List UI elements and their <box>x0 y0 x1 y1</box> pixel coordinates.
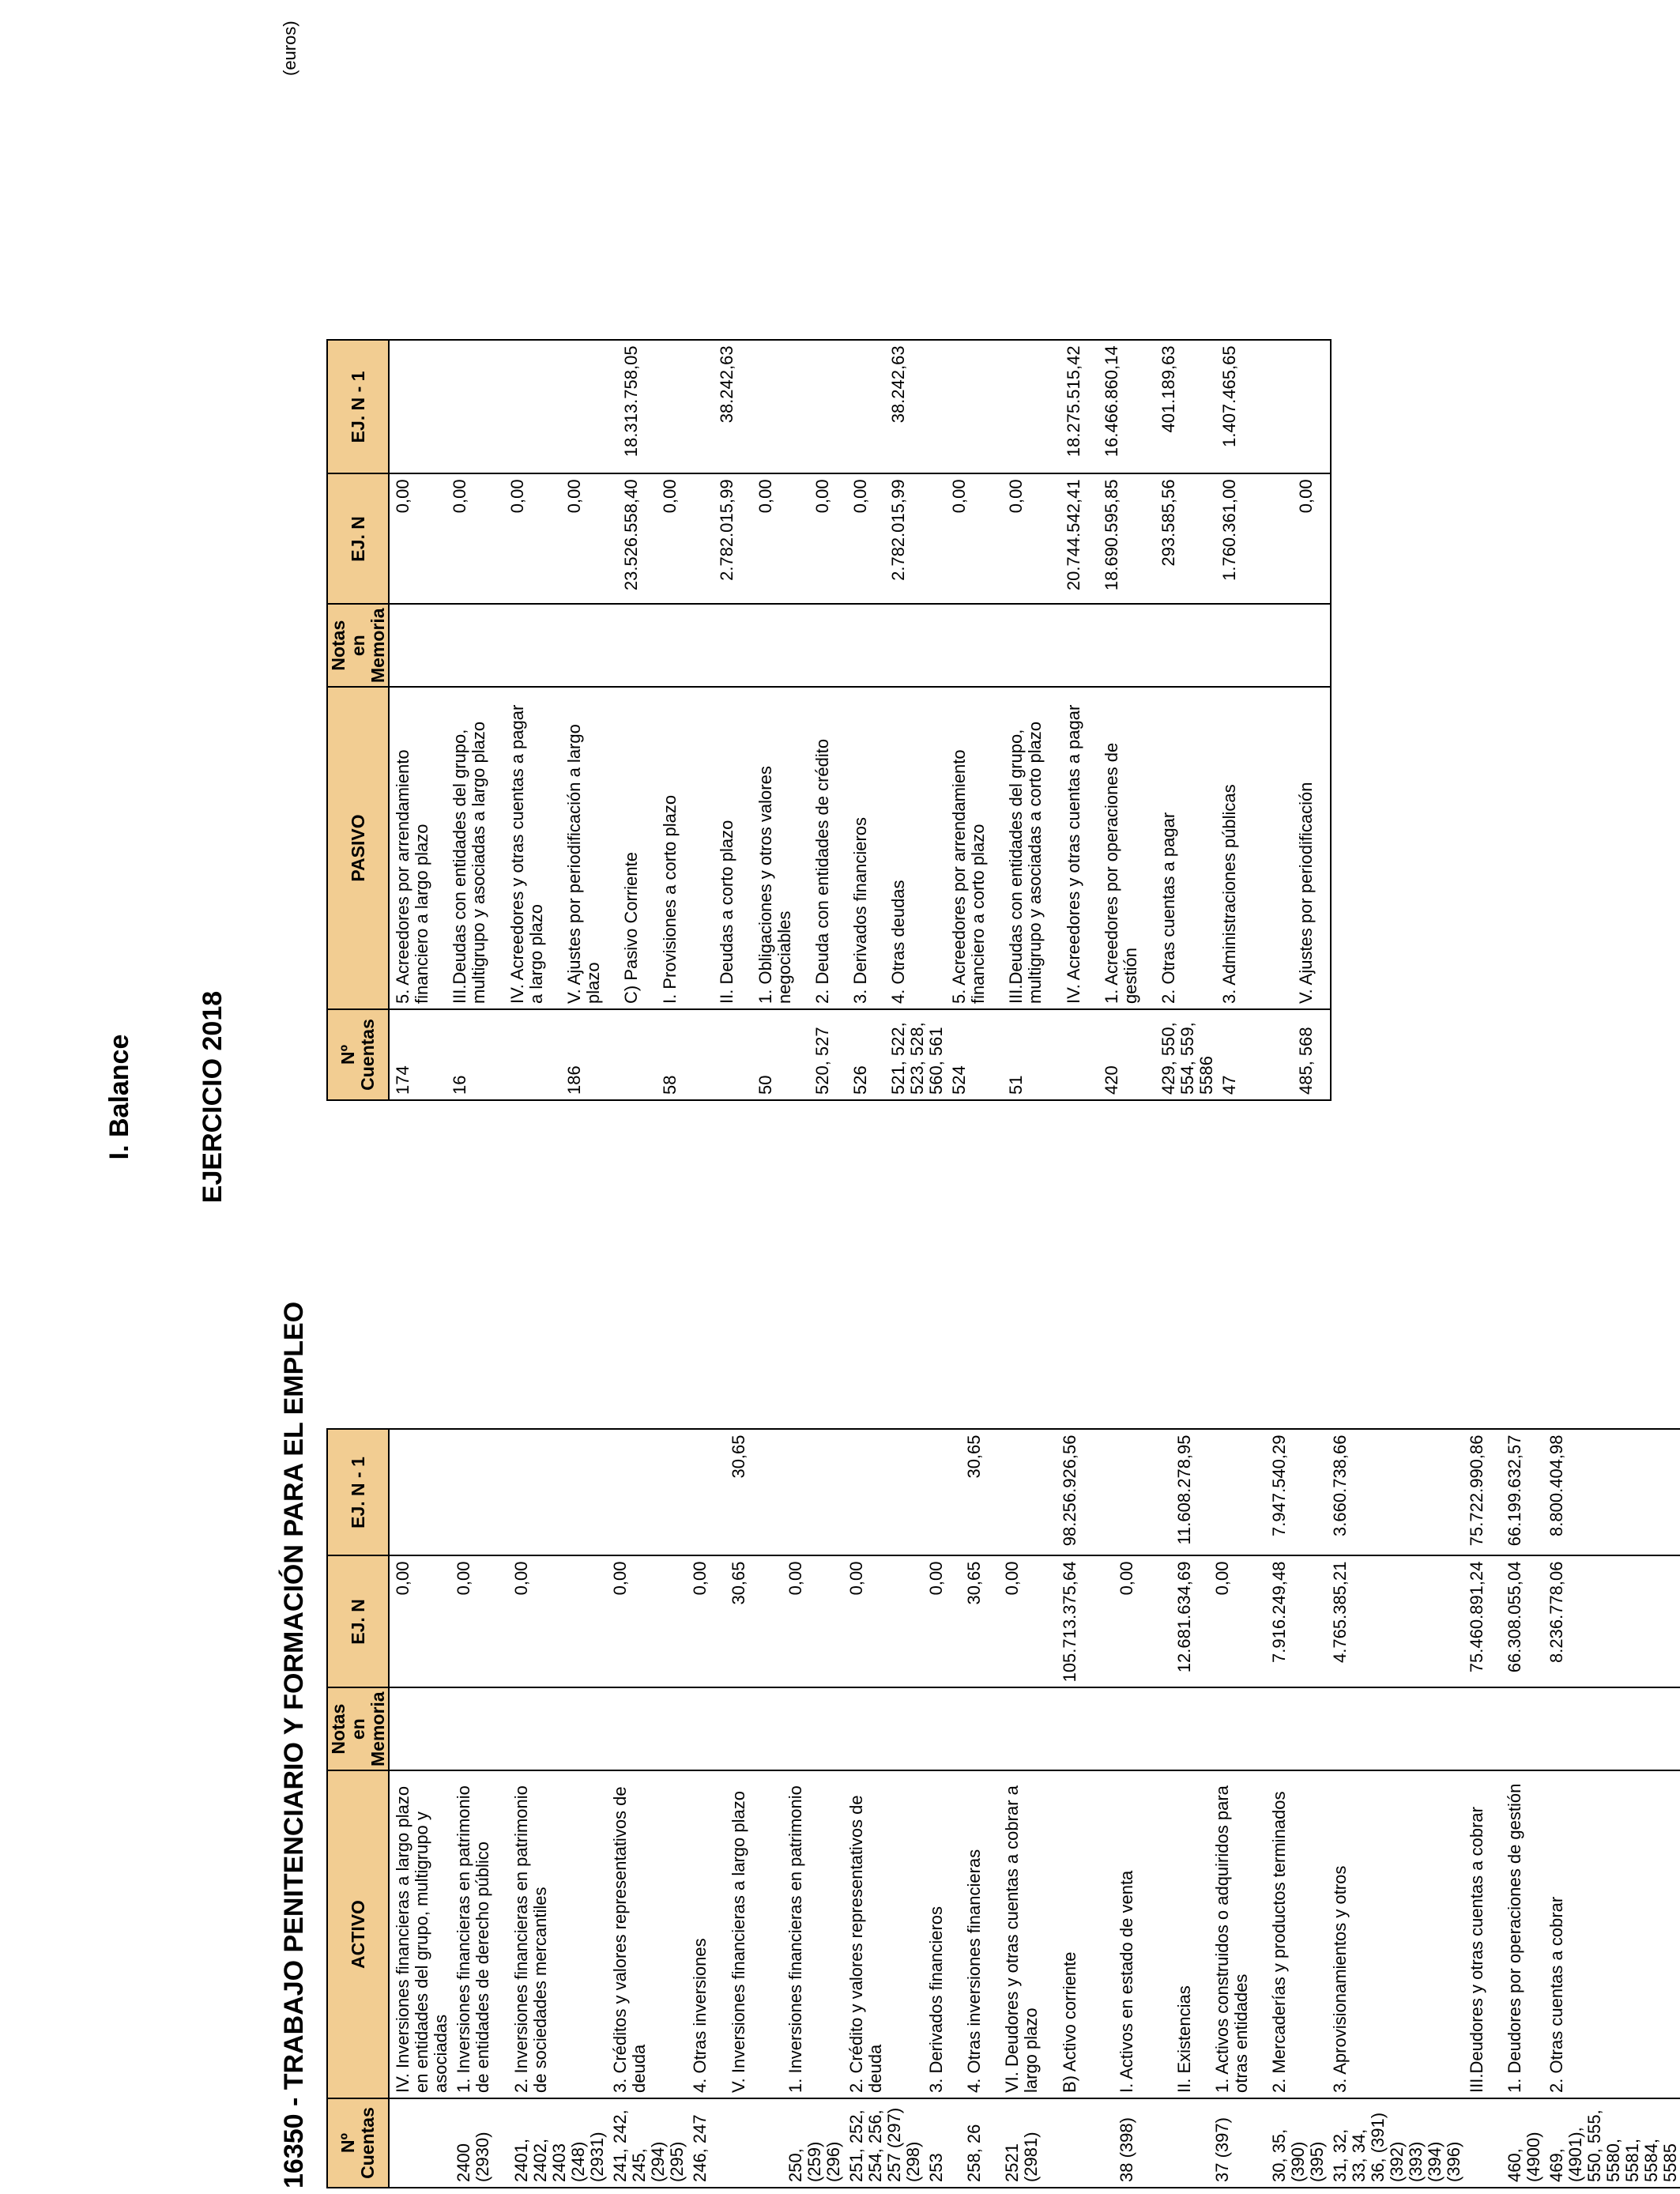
concept-cell: C) Pasivo Corriente <box>618 687 657 1009</box>
previous-year-value-cell <box>782 1429 843 1555</box>
current-year-value-cell: 0,00 <box>843 1555 923 1687</box>
table-row <box>687 1429 725 2188</box>
header-activo: ACTIVO <box>327 1770 389 2098</box>
notes-cell <box>389 604 446 687</box>
previous-year-value-cell: 401.189,63 <box>1155 340 1216 473</box>
current-year-value-cell: 75.460.891,24 <box>1463 1555 1501 1687</box>
concept-cell: 4. Otras inversiones <box>687 1770 725 2098</box>
previous-year-value-cell <box>607 1429 687 1555</box>
concept-cell: 2. Inversiones financieras en patrimonio de sociedades mercantiles <box>508 1770 607 2098</box>
table-row <box>725 1429 782 2188</box>
notes-cell <box>1003 604 1060 687</box>
account-numbers-cell: 37 (397) <box>1209 2098 1266 2188</box>
concept-cell: V. Ajustes por periodificación <box>1293 687 1331 1009</box>
current-year-value-cell: 0,00 <box>1003 473 1060 604</box>
concept-cell: V. Inversiones financieras a largo plazo <box>725 1770 782 2098</box>
account-numbers-cell: 429, 550, 554, 559, 5586 <box>1155 1009 1216 1100</box>
concept-cell: 3. Aprovisionamientos y otros <box>1327 1770 1463 2098</box>
header-notas: Notas en Memoria <box>327 1687 389 1770</box>
concept-cell: II. Deudas a corto plazo <box>714 687 752 1009</box>
current-year-value-cell: 0,00 <box>1293 473 1331 604</box>
notes-cell <box>618 604 657 687</box>
account-numbers-cell: 47 <box>1216 1009 1293 1100</box>
account-numbers-cell: 520, 527 <box>809 1009 847 1100</box>
account-numbers-cell: 38 (398) <box>1113 2098 1171 2188</box>
concept-cell: III.Deudas con entidades del grupo, multigrupo y asociadas a corto plazo <box>1003 687 1060 1009</box>
table-row <box>1327 1429 1463 2188</box>
account-numbers-cell: 2521 (2981) <box>999 2098 1057 2188</box>
notes-cell <box>782 1687 843 1770</box>
notes-cell <box>1501 1687 1543 1770</box>
notes-cell <box>999 1687 1057 1770</box>
notes-cell <box>508 1687 607 1770</box>
concept-cell: 5. Acreedores por arrendamiento financiero a corto plazo <box>946 687 1003 1009</box>
units-label: (euros) <box>280 21 299 76</box>
notes-cell <box>389 1687 450 1770</box>
table-row <box>847 340 885 1100</box>
notes-cell <box>923 1687 961 1770</box>
current-year-value-cell: 293.585,56 <box>1155 473 1216 604</box>
notes-cell <box>1327 1687 1463 1770</box>
account-numbers-cell <box>618 1009 657 1100</box>
current-year-value-cell: 0,00 <box>809 473 847 604</box>
notes-cell <box>1293 604 1331 687</box>
previous-year-value-cell: 1.407.465,65 <box>1216 340 1293 473</box>
header-ejn1: EJ. N - 1 <box>327 340 389 473</box>
notes-cell <box>561 604 618 687</box>
previous-year-value-cell <box>999 1429 1057 1555</box>
concept-cell: 3. Derivados financieros <box>923 1770 961 2098</box>
current-year-value-cell: 7.916.249,48 <box>1266 1555 1327 1687</box>
account-numbers-cell: 521, 522, 523, 528, 560, 561 <box>885 1009 946 1100</box>
current-year-value-cell: 0,00 <box>752 473 809 604</box>
account-numbers-cell: 526 <box>847 1009 885 1100</box>
current-year-value-cell: 18.690.595,85 <box>1098 473 1155 604</box>
previous-year-value-cell: 75.722.990,86 <box>1463 1429 1501 1555</box>
current-year-value-cell: 0,00 <box>946 473 1003 604</box>
table-row <box>1266 1429 1327 2188</box>
notes-cell <box>843 1687 923 1770</box>
previous-year-value-cell: 7.947.540,29 <box>1266 1429 1327 1555</box>
table-row <box>1543 1429 1680 2188</box>
table-row <box>1463 1429 1501 2188</box>
table-row <box>714 340 752 1100</box>
notes-cell <box>946 604 1003 687</box>
table-row <box>450 1429 508 2188</box>
account-numbers-cell <box>1057 2098 1113 2188</box>
current-year-value-cell: 0,00 <box>1209 1555 1266 1687</box>
previous-year-value-cell: 11.608.278,95 <box>1171 1429 1209 1555</box>
account-numbers-cell <box>504 1009 561 1100</box>
notes-cell <box>687 1687 725 1770</box>
previous-year-value-cell: 18.275.515,42 <box>1060 340 1098 473</box>
account-numbers-cell <box>1171 2098 1209 2188</box>
previous-year-value-cell <box>561 340 618 473</box>
concept-cell: 5. Acreedores por arrendamiento financiero a largo plazo <box>389 687 446 1009</box>
previous-year-value-cell: 98.256.926,56 <box>1057 1429 1113 1555</box>
account-numbers-cell: 460, (4900) <box>1501 2098 1543 2188</box>
table-row <box>1171 1429 1209 2188</box>
account-numbers-cell: 50 <box>752 1009 809 1100</box>
concept-cell: II. Existencias <box>1171 1770 1209 2098</box>
notes-cell <box>1463 1687 1501 1770</box>
table-row <box>923 1429 961 2188</box>
table-row <box>1003 340 1060 1100</box>
previous-year-value-cell <box>450 1429 508 1555</box>
previous-year-value-cell <box>923 1429 961 1555</box>
concept-cell: IV. Acreedores y otras cuentas a pagar <box>1060 687 1098 1009</box>
notes-cell <box>752 604 809 687</box>
header-ejn: EJ. N <box>327 1555 389 1687</box>
previous-year-value-cell: 30,65 <box>725 1429 782 1555</box>
table-row <box>508 1429 607 2188</box>
account-numbers-cell: 524 <box>946 1009 1003 1100</box>
table-row <box>809 340 847 1100</box>
notes-cell <box>1060 604 1098 687</box>
account-numbers-cell: 485, 568 <box>1293 1009 1331 1100</box>
notes-cell <box>1171 1687 1209 1770</box>
notes-cell <box>847 604 885 687</box>
previous-year-value-cell <box>1003 340 1060 473</box>
table-row <box>607 1429 687 2188</box>
concept-cell: 4. Otras deudas <box>885 687 946 1009</box>
notes-cell <box>657 604 714 687</box>
previous-year-value-cell <box>446 340 504 473</box>
account-numbers-cell: 420 <box>1098 1009 1155 1100</box>
table-row <box>885 340 946 1100</box>
notes-cell <box>1216 604 1293 687</box>
table-row <box>1155 340 1216 1100</box>
previous-year-value-cell: 3.660.738,66 <box>1327 1429 1463 1555</box>
concept-cell: 2. Mercaderías y productos terminados <box>1266 1770 1327 2098</box>
current-year-value-cell: 30,65 <box>961 1555 999 1687</box>
previous-year-value-cell <box>389 1429 450 1555</box>
notes-cell <box>446 604 504 687</box>
previous-year-value-cell <box>504 340 561 473</box>
notes-cell <box>1155 604 1216 687</box>
pasivo-table <box>326 339 1332 1101</box>
current-year-value-cell: 1.760.361,00 <box>1216 473 1293 604</box>
account-numbers-cell <box>725 2098 782 2188</box>
previous-year-value-cell: 30,65 <box>961 1429 999 1555</box>
current-year-value-cell: 20.744.542,41 <box>1060 473 1098 604</box>
current-year-value-cell: 0,00 <box>999 1555 1057 1687</box>
concept-cell: 1. Activos construidos o adquiridos para otras entidades <box>1209 1770 1266 2098</box>
table-row <box>999 1429 1057 2188</box>
current-year-value-cell: 0,00 <box>607 1555 687 1687</box>
concept-cell: 1. Obligaciones y otros valores negociables <box>752 687 809 1009</box>
table-row <box>561 340 618 1100</box>
current-year-value-cell: 66.308.055,04 <box>1501 1555 1543 1687</box>
concept-cell: IV. Inversiones financieras a largo plazo en entidades del grupo, multigrupo y asociadas <box>389 1770 450 2098</box>
header-ejn1: EJ. N - 1 <box>327 1429 389 1555</box>
notes-cell <box>1543 1687 1680 1770</box>
account-numbers-cell: 258, 26 <box>961 2098 999 2188</box>
account-numbers-cell: 469, (4901), 550, 555, 5580, 5581, 5584, 5585 <box>1543 2098 1680 2188</box>
concept-cell: 1. Inversiones financieras en patrimonio <box>782 1770 843 2098</box>
current-year-value-cell: 0,00 <box>687 1555 725 1687</box>
previous-year-value-cell <box>946 340 1003 473</box>
table-row <box>946 340 1003 1100</box>
concept-cell: I. Activos en estado de venta <box>1113 1770 1171 2098</box>
table-row <box>1501 1429 1543 2188</box>
concept-cell: 2. Otras cuentas a cobrar <box>1543 1770 1680 2098</box>
activo-table <box>326 1428 1680 2188</box>
account-numbers-cell: 186 <box>561 1009 618 1100</box>
table-row <box>1098 340 1155 1100</box>
account-numbers-cell: 31, 32, 33, 34, 36, (391) (392) (393) (394) (396) <box>1327 2098 1463 2188</box>
account-numbers-cell <box>389 2098 450 2188</box>
current-year-value-cell: 0,00 <box>782 1555 843 1687</box>
table-row <box>657 340 714 1100</box>
notes-cell <box>607 1687 687 1770</box>
table-row <box>1293 340 1331 1100</box>
entity-heading: 16350 - TRABAJO PENITENCIARIO Y FORMACIÓN PARA EL EMPLEO <box>279 1301 309 2188</box>
notes-cell <box>714 604 752 687</box>
table-row <box>782 1429 843 2188</box>
current-year-value-cell: 0,00 <box>389 1555 450 1687</box>
current-year-value-cell: 0,00 <box>504 473 561 604</box>
previous-year-value-cell: 18.313.758,05 <box>618 340 657 473</box>
account-numbers-cell: 251, 252, 254, 256, 257 (297) (298) <box>843 2098 923 2188</box>
table-row <box>389 340 446 1100</box>
page-title: I. Balance <box>104 1034 134 1160</box>
table-row <box>1057 1429 1113 2188</box>
concept-cell: 2. Otras cuentas a pagar <box>1155 687 1216 1009</box>
current-year-value-cell: 23.526.558,40 <box>618 473 657 604</box>
table-row <box>1209 1429 1266 2188</box>
previous-year-value-cell <box>1113 1429 1171 1555</box>
previous-year-value-cell <box>508 1429 607 1555</box>
previous-year-value-cell: 38.242,63 <box>714 340 752 473</box>
account-numbers-cell: 246, 247 <box>687 2098 725 2188</box>
current-year-value-cell: 105.713.375,64 <box>1057 1555 1113 1687</box>
account-numbers-cell: 241, 242, 245, (294) (295) <box>607 2098 687 2188</box>
current-year-value-cell: 2.782.015,99 <box>885 473 946 604</box>
header-cuentas: Nº Cuentas <box>327 2098 389 2188</box>
current-year-value-cell: 8.236.778,06 <box>1543 1555 1680 1687</box>
activo-rows <box>389 1429 1680 2188</box>
table-row <box>752 340 809 1100</box>
concept-cell: 2. Crédito y valores representativos de deuda <box>843 1770 923 2098</box>
account-numbers-cell: 253 <box>923 2098 961 2188</box>
concept-cell: III.Deudas con entidades del grupo, multigrupo y asociadas a largo plazo <box>446 687 504 1009</box>
notes-cell <box>725 1687 782 1770</box>
account-numbers-cell <box>1060 1009 1098 1100</box>
concept-cell: 3. Créditos y valores representativos de deuda <box>607 1770 687 2098</box>
notes-cell <box>450 1687 508 1770</box>
concept-cell: III.Deudores y otras cuentas a cobrar <box>1463 1770 1501 2098</box>
current-year-value-cell: 0,00 <box>1113 1555 1171 1687</box>
account-numbers-cell: 174 <box>389 1009 446 1100</box>
notes-cell <box>1113 1687 1171 1770</box>
account-numbers-cell: 51 <box>1003 1009 1060 1100</box>
concept-cell: I. Provisiones a corto plazo <box>657 687 714 1009</box>
notes-cell <box>961 1687 999 1770</box>
concept-cell: 2. Deuda con entidades de crédito <box>809 687 847 1009</box>
current-year-value-cell: 2.782.015,99 <box>714 473 752 604</box>
previous-year-value-cell <box>389 340 446 473</box>
previous-year-value-cell <box>847 340 885 473</box>
current-year-value-cell: 0,00 <box>446 473 504 604</box>
table-row <box>1060 340 1098 1100</box>
concept-cell: 3. Derivados financieros <box>847 687 885 1009</box>
pasivo-rows <box>389 340 1331 1100</box>
notes-cell <box>809 604 847 687</box>
concept-cell: V. Ajustes por periodificación a largo plazo <box>561 687 618 1009</box>
previous-year-value-cell: 66.199.632,57 <box>1501 1429 1543 1555</box>
current-year-value-cell: 30,65 <box>725 1555 782 1687</box>
table-row <box>618 340 657 1100</box>
concept-cell: B) Activo corriente <box>1057 1770 1113 2098</box>
previous-year-value-cell: 16.466.860,14 <box>1098 340 1155 473</box>
account-numbers-cell: 250, (259) (296) <box>782 2098 843 2188</box>
notes-cell <box>885 604 946 687</box>
header-cuentas: Nº Cuentas <box>327 1009 389 1100</box>
previous-year-value-cell <box>1293 340 1331 473</box>
current-year-value-cell: 0,00 <box>657 473 714 604</box>
current-year-value-cell: 4.765.385,21 <box>1327 1555 1463 1687</box>
notes-cell <box>1098 604 1155 687</box>
previous-year-value-cell <box>843 1429 923 1555</box>
account-numbers-cell: 30, 35, (390) (395) <box>1266 2098 1327 2188</box>
previous-year-value-cell <box>657 340 714 473</box>
account-numbers-cell: 16 <box>446 1009 504 1100</box>
current-year-value-cell: 0,00 <box>389 473 446 604</box>
header-ejn: EJ. N <box>327 473 389 604</box>
account-numbers-cell <box>714 1009 752 1100</box>
previous-year-value-cell <box>687 1429 725 1555</box>
fiscal-year-heading: EJERCICIO 2018 <box>198 990 228 1204</box>
table-row <box>389 1429 450 2188</box>
current-year-value-cell: 0,00 <box>561 473 618 604</box>
current-year-value-cell: 0,00 <box>847 473 885 604</box>
concept-cell: 3. Administraciones públicas <box>1216 687 1293 1009</box>
account-numbers-cell: 2400 (2930) <box>450 2098 508 2188</box>
account-numbers-cell <box>1463 2098 1501 2188</box>
notes-cell <box>1266 1687 1327 1770</box>
concept-cell: VI. Deudores y otras cuentas a cobrar a largo plazo <box>999 1770 1057 2098</box>
concept-cell: 1. Deudores por operaciones de gestión <box>1501 1770 1543 2098</box>
current-year-value-cell: 0,00 <box>508 1555 607 1687</box>
previous-year-value-cell <box>809 340 847 473</box>
table-row <box>961 1429 999 2188</box>
concept-cell: 1. Acreedores por operaciones de gestión <box>1098 687 1155 1009</box>
notes-cell <box>1209 1687 1266 1770</box>
previous-year-value-cell <box>752 340 809 473</box>
table-row <box>1216 340 1293 1100</box>
table-row <box>1113 1429 1171 2188</box>
header-notas: Notas en Memoria <box>327 604 389 687</box>
current-year-value-cell: 0,00 <box>923 1555 961 1687</box>
previous-year-value-cell: 8.800.404,98 <box>1543 1429 1680 1555</box>
concept-cell: 1. Inversiones financieras en patrimonio de entidades de derecho público <box>450 1770 508 2098</box>
concept-cell: 4. Otras inversiones financieras <box>961 1770 999 2098</box>
account-numbers-cell: 2401, 2402, 2403 (248) (2931) <box>508 2098 607 2188</box>
concept-cell: IV. Acreedores y otras cuentas a pagar a largo plazo <box>504 687 561 1009</box>
current-year-value-cell: 12.681.634,69 <box>1171 1555 1209 1687</box>
current-year-value-cell: 0,00 <box>450 1555 508 1687</box>
account-numbers-cell: 58 <box>657 1009 714 1100</box>
table-row <box>504 340 561 1100</box>
previous-year-value-cell: 38.242,63 <box>885 340 946 473</box>
notes-cell <box>504 604 561 687</box>
previous-year-value-cell <box>1209 1429 1266 1555</box>
notes-cell <box>1057 1687 1113 1770</box>
table-row <box>446 340 504 1100</box>
header-pasivo: PASIVO <box>327 687 389 1009</box>
table-row <box>843 1429 923 2188</box>
